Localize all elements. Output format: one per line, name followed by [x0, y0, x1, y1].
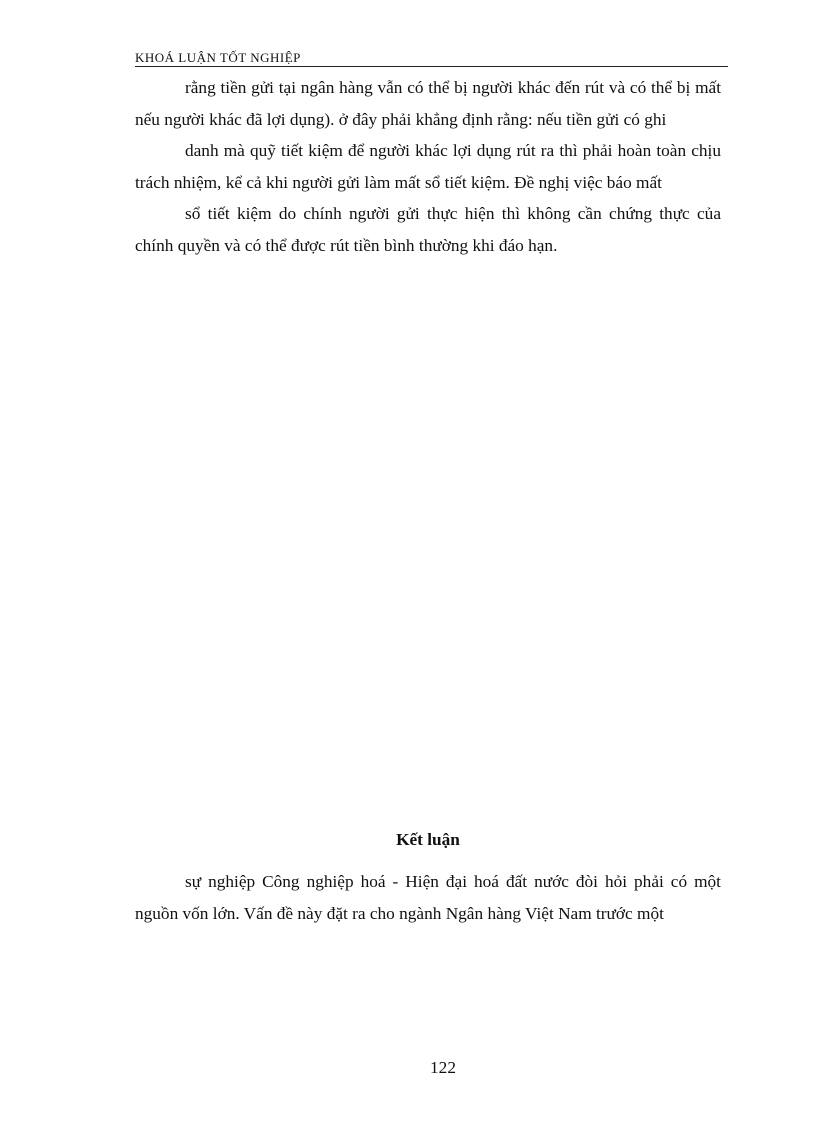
section-heading: Kết luận: [396, 830, 460, 849]
paragraph-3: sổ tiết kiệm do chính người gửi thực hiện thì không cần chứng thực của chính quyền và có thể được rút tiền bình thường khi đáo hạn.: [135, 204, 721, 255]
conclusion-paragraph-1: sự nghiệp Công nghiệp hoá - Hiện đại hoá đất nước đòi hỏi phải có một nguồn vốn lớn. Vấn đề này đặt ra cho ngành Ngân hàng Việt Nam trước một: [135, 872, 721, 923]
body-text-conclusion: [135, 866, 721, 929]
page-number: 122: [430, 1058, 456, 1077]
paragraph-2: danh mà quỹ tiết kiệm để người khác lợi dụng rút ra thì phải hoàn toàn chịu trách nhiệm, kể cả khi người gửi làm mất sổ tiết kiệm. Đề nghị việc báo mất: [135, 141, 721, 192]
paragraph-1: rằng tiền gửi tại ngân hàng vẫn có thể bị người khác đến rút và có thể bị mất nếu người khác đã lợi dụng). ở đây phải khẳng định rằng: nếu tiền gửi có ghi: [135, 78, 721, 129]
body-text-top: [135, 72, 721, 261]
running-header: KHOÁ LUẬN TỐT NGHIỆP: [135, 50, 728, 67]
